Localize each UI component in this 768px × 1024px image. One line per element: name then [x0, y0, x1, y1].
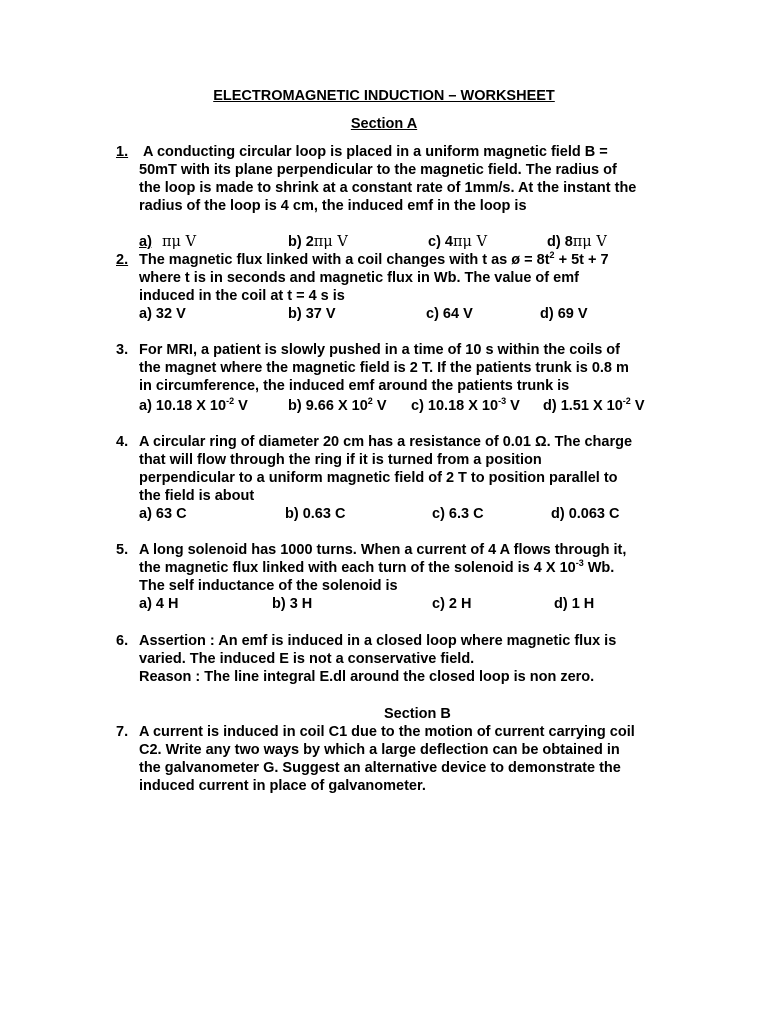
question-number: 1. — [116, 144, 129, 160]
question-number: 3. — [116, 342, 129, 358]
option-c: c) 4πμ V — [428, 234, 488, 250]
option-b: b) 2πμ V — [288, 234, 348, 250]
question-text-line: the magnetic flux linked with each turn of the solenoid is 4 X $10^{-3}$ Wb. — [139, 558, 615, 576]
option-c: c) 6.3 C — [432, 506, 484, 522]
question-text-line: Reason : The line integral E.dl around the closed loop is non zero. — [139, 669, 595, 685]
question-text-line: C2. Write any two ways by which a large deflection can be obtained in — [139, 742, 620, 758]
question-number: 2. — [116, 252, 129, 268]
option-d: d) 69 V — [540, 306, 588, 322]
option-d: d) 1 H — [554, 596, 595, 612]
option-a-value: πμ V — [162, 234, 197, 250]
option-a: a) 63 C — [139, 506, 187, 522]
question-text-line: the galvanometer G. Suggest an alternative device to demonstrate the — [139, 760, 621, 776]
question-text-line: where t is in seconds and magnetic flux in Wb. The value of emf — [139, 270, 579, 286]
question-text-line: that will flow through the ring if it is turned from a position — [139, 452, 542, 468]
question-text-line: The self inductance of the solenoid is — [139, 578, 398, 594]
question-text-line: A conducting circular loop is placed in a uniform magnetic field B = — [143, 144, 608, 160]
question-text-line: in circumference, the induced emf around the patients trunk is — [139, 378, 570, 394]
question-text-line: induced current in place of galvanometer. — [139, 778, 426, 794]
option-b: b) 0.63 C — [285, 506, 346, 522]
option-c: c) 2 H — [432, 596, 472, 612]
question-text-line: The magnetic flux linked with a coil changes with t as ø = $8t^2 + 5t + 7$ — [139, 250, 609, 268]
option-d: d) 0.063 C — [551, 506, 620, 522]
question-number: 6. — [116, 633, 129, 649]
question-text-line: the loop is made to shrink at a constant rate of 1mm/s. At the instant the — [139, 180, 637, 196]
section-a-heading: Section A — [350, 116, 418, 132]
question-text-line: radius of the loop is 4 cm, the induced emf in the loop is — [139, 198, 527, 214]
question-text-line: A circular ring of diameter 20 cm has a resistance of 0.01 Ω. The charge — [139, 434, 633, 450]
question-text-line: A current is induced in coil C1 due to the motion of current carrying coil — [139, 724, 635, 740]
question-number: 7. — [116, 724, 129, 740]
option-c: c) 10.18 X $10^{-3}$ V — [411, 396, 520, 414]
question-number: 5. — [116, 542, 129, 558]
option-d: d) 8πμ V — [547, 234, 607, 250]
section-b-heading: Section B — [384, 706, 451, 722]
option-a-label: a) — [139, 234, 152, 250]
worksheet-title: ELECTROMAGNETIC INDUCTION – WORKSHEET — [213, 88, 555, 104]
question-text-line: induced in the coil at t = 4 s is — [139, 288, 345, 304]
question-text-line: the magnet where the magnetic field is 2 T. If the patients trunk is 0.8 m — [139, 360, 629, 376]
question-text-line: Assertion : An emf is induced in a closed loop where magnetic flux is — [139, 633, 617, 649]
option-b: b) 3 H — [272, 596, 313, 612]
question-text-line: the field is about — [139, 488, 255, 504]
option-d: d) 1.51 X $10^{-2}$ V — [543, 396, 645, 414]
question-number: 4. — [116, 434, 129, 450]
question-text-line: A long solenoid has 1000 turns. When a current of 4 A flows through it, — [139, 542, 627, 558]
option-b: b) 9.66 X $10^2$ V — [288, 396, 387, 414]
option-a: a) 32 V — [139, 306, 186, 322]
option-a: a) 4 H — [139, 596, 179, 612]
option-a: a) 10.18 X $10^{-2}$ V — [139, 396, 248, 414]
option-c: c) 64 V — [426, 306, 473, 322]
question-text-line: perpendicular to a uniform magnetic field of 2 T to position parallel to — [139, 470, 618, 486]
option-b: b) 37 V — [288, 306, 336, 322]
question-text-line: For MRI, a patient is slowly pushed in a time of 10 s within the coils of — [139, 342, 620, 358]
question-text-line: 50mT with its plane perpendicular to the magnetic field. The radius of — [139, 162, 617, 178]
question-text-line: varied. The induced E is not a conservative field. — [139, 651, 475, 667]
